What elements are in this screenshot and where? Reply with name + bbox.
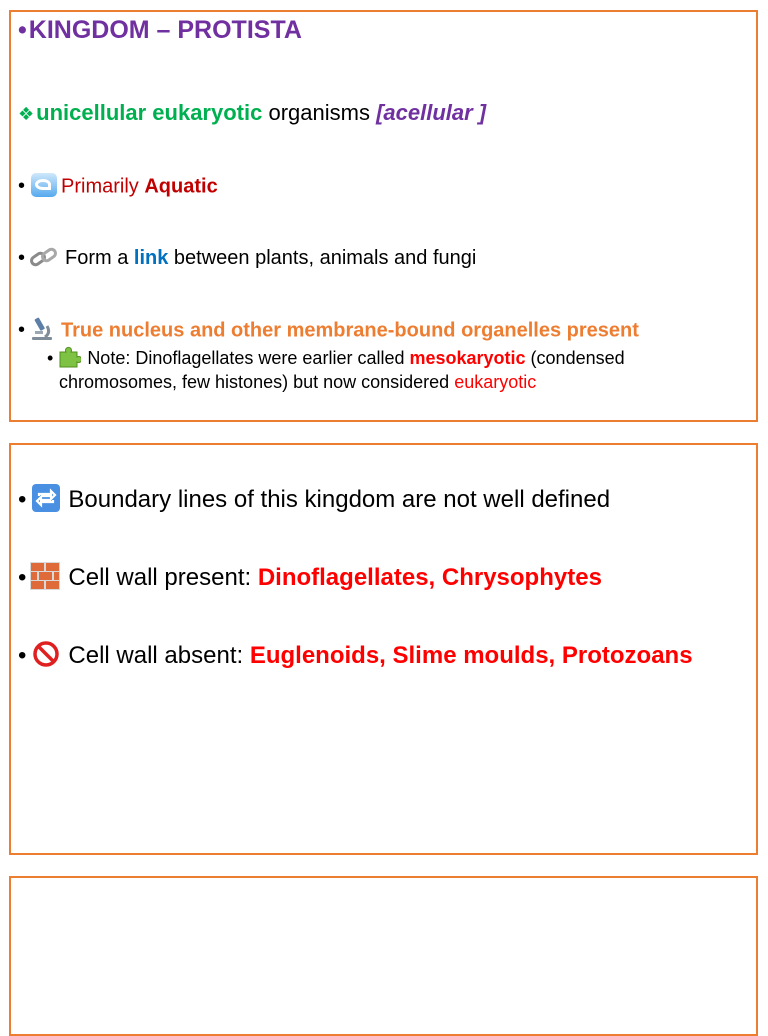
microscope-icon [29,315,55,341]
wall-present-line [18,564,602,593]
aquatic-line [18,175,218,199]
puzzle-piece-icon [57,346,81,368]
aquatic-bold: Aquatic [144,175,218,198]
bullet: • [18,319,26,342]
bullet: • [18,175,26,198]
wall-present-groups: Dinoflagellates, Chrysophytes [257,564,602,591]
note-line-2 [59,372,536,393]
unicellular-highlight: unicellular eukaryotic [36,100,263,125]
boundary-text: Boundary lines of this kingdom are not well defined [68,486,611,513]
aquatic-prefix: Primarily [61,175,145,198]
bullet: • [18,486,27,513]
no-entry-icon [32,640,60,668]
slide-kingdom-protista [9,10,758,422]
brick-icon [30,562,60,590]
note-line2-prefix: chromosomes, few histones) but now considered [59,372,455,392]
wall-absent-line [18,642,693,671]
wall-absent-groups: Euglenoids, Slime moulds, Protozoans [249,642,693,669]
eukaryotic-text: eukaryotic [454,372,537,392]
link-suffix: between plants, animals and fungi [168,247,477,269]
note-line-1 [47,348,625,370]
slide-cell-wall [9,443,758,855]
note-prefix: Note: Dinoflagellates were earlier called [87,348,410,368]
bullet: • [18,642,27,669]
nucleus-line [18,318,639,344]
sub-bullet: • [47,348,54,368]
slide-empty [9,876,758,1036]
link-line [18,247,476,270]
boundary-line [18,486,610,515]
wall-present-prefix: Cell wall present: [68,564,258,591]
wall-absent-prefix: Cell wall absent: [68,642,250,669]
title-text: KINGDOM – PROTISTA [28,16,302,44]
repeat-icon [32,484,60,512]
link-prefix: Form a [65,247,134,269]
mesokaryotic-text: mesokaryotic [409,348,526,368]
unicellular-line [18,100,486,126]
link-bold: link [133,247,169,269]
acellular-tag: [acellular ] [376,100,487,125]
chain-link-icon [29,246,59,268]
bullet: • [18,16,27,44]
diamond-bullet-icon: ❖ [18,104,35,124]
bullet: • [18,564,27,591]
wave-icon [31,173,57,197]
nucleus-text: True nucleus and other membrane-bound organelles present [61,319,639,342]
slide-title [18,16,302,45]
note-suffix: (condensed [525,348,625,368]
organisms-text: organisms [262,100,377,125]
bullet: • [18,247,26,269]
